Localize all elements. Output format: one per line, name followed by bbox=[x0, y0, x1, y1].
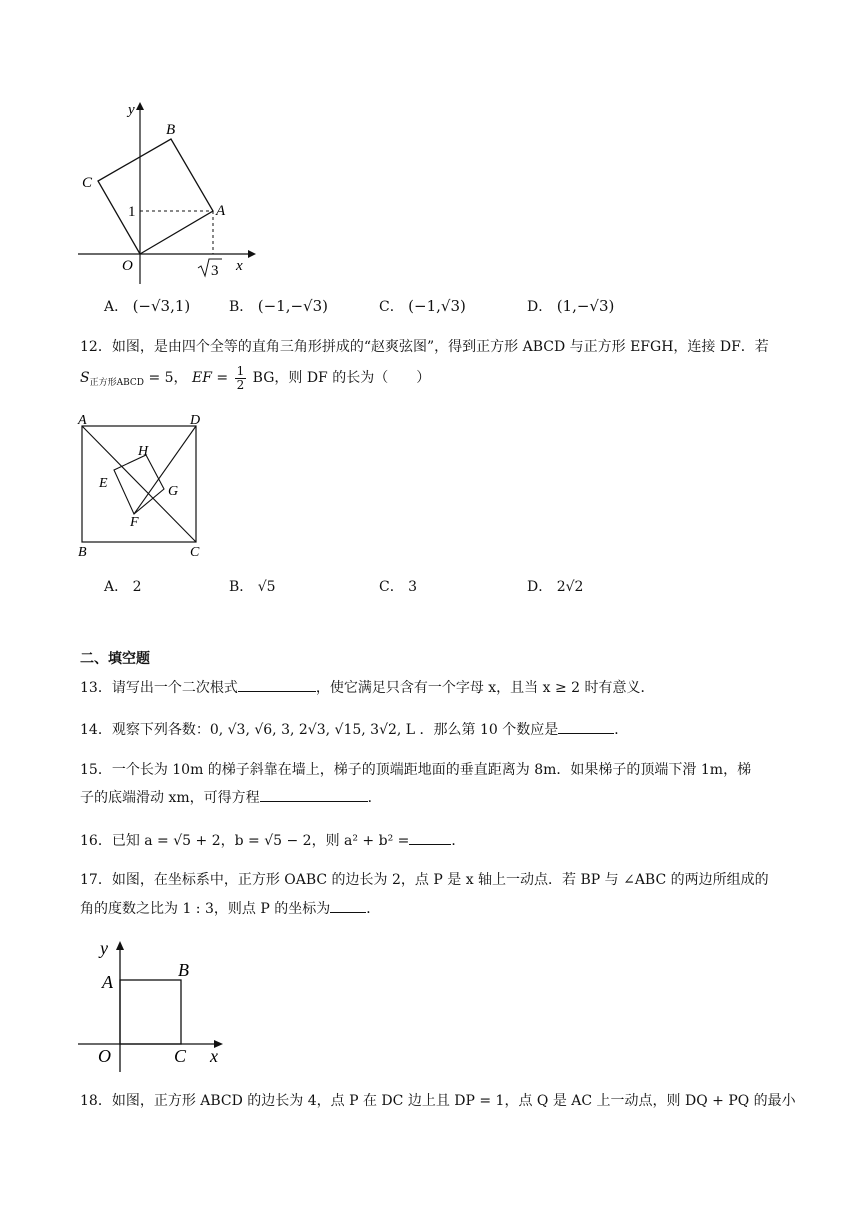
fig11-o: O bbox=[122, 258, 133, 274]
q17-post2: ． bbox=[366, 901, 381, 917]
q15-blank[interactable] bbox=[260, 787, 368, 802]
q15-line1: 15．一个长为 10m 的梯子斜靠在墙上，梯子的顶端距地面的垂直距离为 8m．如果梯子的顶端下滑 1m，梯 bbox=[80, 762, 752, 778]
q12-fraction bbox=[235, 365, 247, 392]
fig12-c: C bbox=[190, 545, 200, 560]
q11-option-a-text: (−√3,1) bbox=[132, 297, 191, 315]
q11-option-b bbox=[229, 296, 328, 316]
q15-pre2: 子的底端滑动 xm，可得方程 bbox=[80, 790, 260, 806]
fig11-a: A bbox=[216, 203, 226, 219]
fig11-x: x bbox=[236, 258, 243, 274]
fig17-b: B bbox=[178, 960, 189, 980]
q12-figure bbox=[72, 410, 212, 560]
q11-option-b-letter: B． bbox=[229, 299, 254, 315]
q12-option-b-text: √5 bbox=[257, 579, 276, 595]
q11-option-c bbox=[379, 296, 466, 316]
q12-s-eq: = 5， bbox=[148, 370, 188, 386]
q12-option-b-letter: B． bbox=[229, 579, 254, 595]
q12-option-d-letter: D． bbox=[527, 579, 553, 595]
q13-post: ，使它满足只含有一个字母 x，且当 x ≥ 2 时有意义． bbox=[315, 680, 655, 696]
q18-line1: 18．如图，正方形 ABCD 的边长为 4，点 P 在 DC 边上且 DP = 1，点 Q 是 AC 上一动点，则 DQ + PQ 的最小 bbox=[80, 1093, 796, 1109]
fig12-a: A bbox=[78, 413, 87, 428]
q12-option-c bbox=[379, 576, 417, 596]
q11-figure bbox=[70, 96, 260, 286]
q11-option-d-letter: D． bbox=[527, 299, 553, 315]
q12-option-a bbox=[104, 576, 142, 596]
fig17-c: C bbox=[174, 1046, 187, 1066]
q12-option-c-text: 3 bbox=[408, 579, 418, 595]
q15-line2 bbox=[80, 787, 382, 808]
q17-line2 bbox=[80, 898, 380, 919]
q17-pre2: 角的度数之比为 1 : 3，则点 P 的坐标为 bbox=[80, 901, 331, 917]
q14 bbox=[80, 719, 628, 740]
q12-option-d bbox=[527, 576, 583, 596]
fig17-a: A bbox=[102, 972, 113, 992]
section-heading: 二、填空题 bbox=[80, 651, 150, 667]
fig17-o: O bbox=[98, 1046, 111, 1066]
q16 bbox=[80, 830, 465, 851]
fig11-b: B bbox=[166, 122, 176, 138]
q11-option-d-text: (1,−√3) bbox=[556, 297, 615, 315]
q17-blank[interactable] bbox=[330, 898, 366, 913]
q16-blank[interactable] bbox=[409, 830, 451, 845]
fig12-h: H bbox=[138, 444, 149, 459]
q12-bg-tail: BG，则 DF 的长为（ ） bbox=[252, 370, 431, 386]
fig17-y: y bbox=[100, 938, 108, 958]
q15-post2: ． bbox=[367, 790, 382, 806]
fig12-f: F bbox=[130, 515, 139, 530]
q12-line1: 12．如图，是由四个全等的直角三角形拼成的“赵爽弦图”，得到正方形 ABCD 与正方形 EFGH，连接 DF．若 bbox=[80, 339, 769, 355]
q16-pre: 16．已知 a = √5 + 2，b = √5 − 2，则 a² + b² = bbox=[80, 833, 410, 849]
fig11-y: y bbox=[128, 102, 135, 118]
q14-blank[interactable] bbox=[558, 719, 614, 734]
fig12-g: G bbox=[168, 484, 179, 499]
q14-post: ． bbox=[614, 722, 629, 738]
fig12-d: D bbox=[190, 413, 201, 428]
q12-option-b bbox=[229, 576, 276, 596]
fig11-c: C bbox=[82, 175, 93, 191]
fig11-sqrt3: 3 bbox=[211, 263, 219, 279]
q11-option-c-text: (−1,√3) bbox=[408, 297, 466, 315]
q17-figure bbox=[72, 936, 242, 1076]
q12-option-a-letter: A． bbox=[104, 579, 129, 595]
q11-option-a bbox=[104, 296, 190, 316]
q16-post: ． bbox=[451, 833, 466, 849]
fig17-x: x bbox=[210, 1046, 218, 1066]
q12-frac-num: 1 bbox=[236, 363, 245, 378]
fig12-b: B bbox=[78, 545, 87, 560]
q13-pre: 13．请写出一个二次根式 bbox=[80, 680, 238, 696]
q17-line1: 17．如图，在坐标系中，正方形 OABC 的边长为 2，点 P 是 x 轴上一动点．若 BP 与 ∠ABC 的两边所组成的 bbox=[80, 872, 769, 888]
q11-option-c-letter: C． bbox=[379, 299, 404, 315]
q12-option-d-text: 2√2 bbox=[556, 579, 584, 595]
q13 bbox=[80, 677, 655, 698]
q12-option-a-text: 2 bbox=[132, 579, 142, 595]
q11-option-d bbox=[527, 296, 614, 316]
fig12-e: E bbox=[99, 476, 108, 491]
q12-frac-den: 2 bbox=[236, 377, 245, 392]
q14-pre: 14．观察下列各数：0, √3, √6, 3, 2√3, √15, 3√2, L ．那么第 10 个数应是 bbox=[80, 722, 559, 738]
q12-line2 bbox=[80, 362, 430, 399]
fig11-one: 1 bbox=[128, 204, 136, 220]
q12-s-label: S bbox=[80, 370, 90, 386]
q11-option-a-letter: A． bbox=[104, 299, 129, 315]
q13-blank[interactable] bbox=[238, 677, 316, 692]
q12-option-c-letter: C． bbox=[379, 579, 404, 595]
q12-s-sub: 正方形ABCD bbox=[89, 378, 144, 388]
q11-option-b-text: (−1,−√3) bbox=[257, 297, 329, 315]
q12-ef: EF = bbox=[191, 370, 229, 386]
